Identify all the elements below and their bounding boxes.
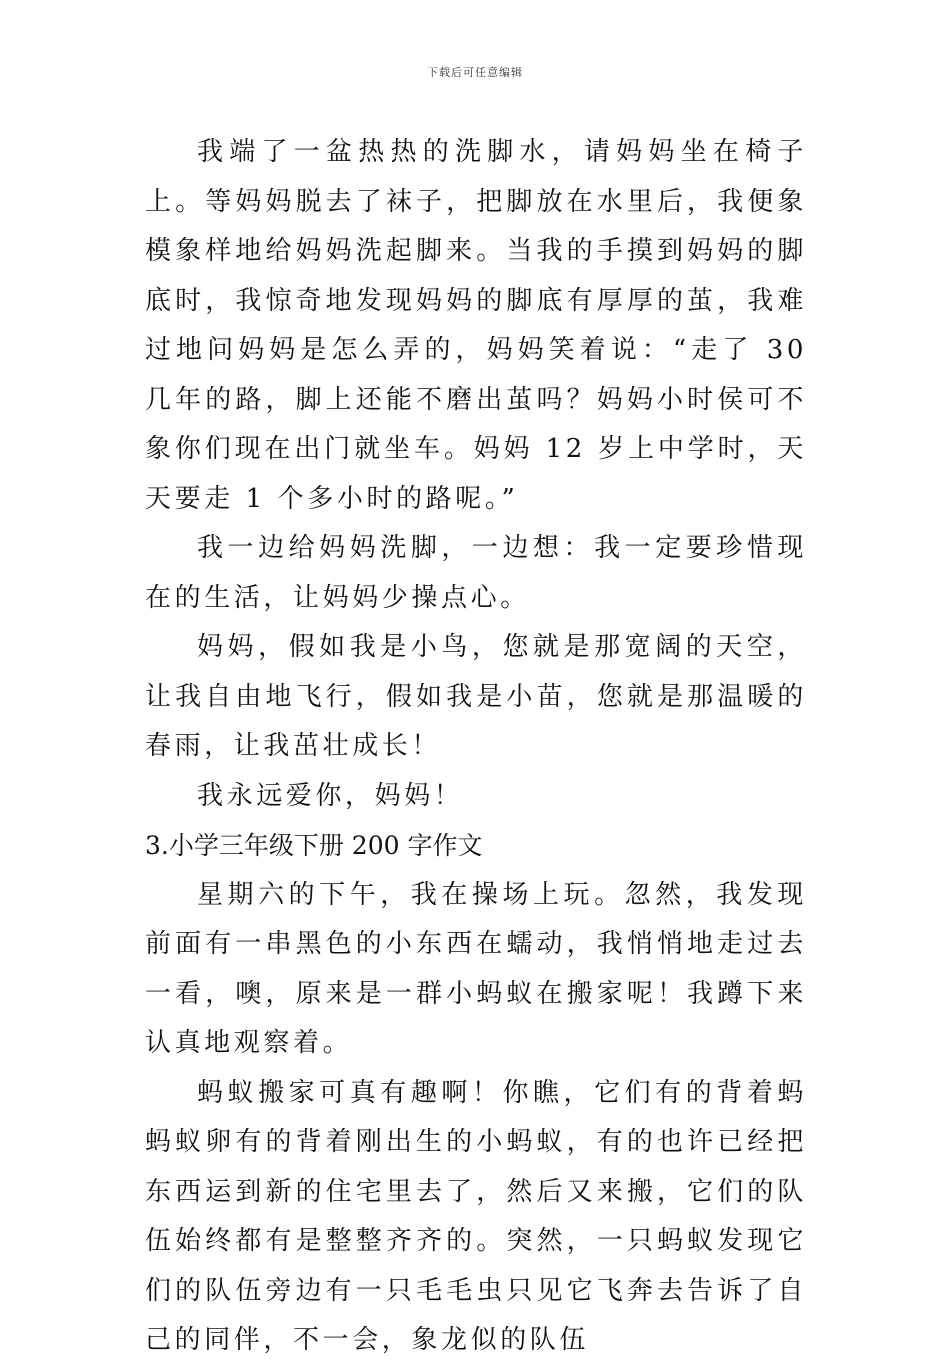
paragraph-ants-intro: 星期六的下午，我在操场上玩。忽然，我发现前面有一串黑色的小东西在蠕动，我悄悄地走过去一看，噢，原来是一群小蚂蚁在搬家呢！我蹲下来认真地观察着。	[145, 879, 807, 1058]
document-body	[145, 128, 807, 1366]
paragraph-foot-washing: 我端了一盆热热的洗脚水，请妈妈坐在椅子上。等妈妈脱去了袜子，把脚放在水里后，我便象模象样地给妈妈洗起脚来。当我的手摸到妈妈的脚底时，我惊奇地发现妈妈的脚底有厚厚的茧，我难过地问妈妈是怎么弄的，妈妈笑着说：“走了 30 几年的路，脚上还能不磨出茧吗？妈妈小时侯可不象你们现在出门就坐车。妈妈 12 岁上中学时，天天要走 1 个多小时的路呢。”	[145, 137, 807, 514]
paragraph-resolution: 我一边给妈妈洗脚，一边想：我一定要珍惜现在的生活，让妈妈少操点心。	[145, 533, 807, 613]
page-header: 下载后可任意编辑	[427, 66, 523, 79]
section-heading: 3.小学三年级下册 200 字作文	[145, 831, 483, 860]
paragraph-love: 我永远爱你，妈妈！	[197, 780, 464, 811]
paragraph-ants-moving: 蚂蚁搬家可真有趣啊！你瞧，它们有的背着蚂蚂蚁卵有的背着刚出生的小蚂蚁，有的也许已经把东西运到新的住宅里去了，然后又来搬，它们的队伍始终都有是整整齐齐的。突然，一只蚂蚁发现它们的队伍旁边有一只毛毛虫只见它飞奔去告诉了自己的同伴，不一会，象龙似的队伍	[145, 1077, 807, 1355]
paragraph-metaphor: 妈妈，假如我是小鸟，您就是那宽阔的天空，让我自由地飞行，假如我是小苗，您就是那温暖的春雨，让我茁壮成长！	[145, 632, 807, 761]
